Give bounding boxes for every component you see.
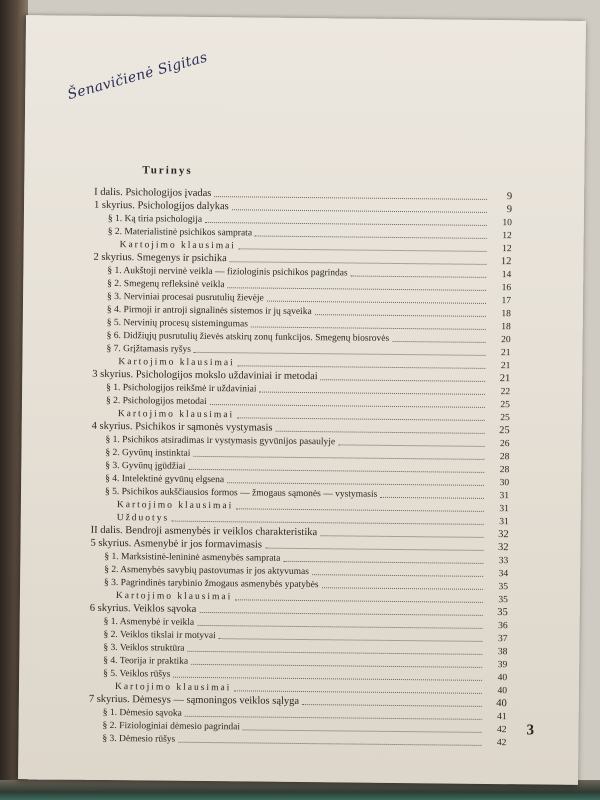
toc-entry-page: 31	[499, 504, 509, 515]
handwritten-signature: Šenavičienė Sigitas	[65, 49, 210, 104]
toc-entry-page: 41	[497, 712, 507, 723]
toc-leader-dots	[227, 482, 484, 486]
toc-entry-label: Kartojimo klausimai	[119, 240, 237, 252]
toc-entry-label: 6 skyrius. Veiklos sąvoka	[89, 602, 197, 615]
toc-entry-page: 30	[499, 478, 510, 489]
toc-leader-dots	[178, 742, 481, 746]
toc-entry-page: 37	[497, 634, 508, 645]
toc-entry-label: § 2. Veiklos tikslai ir motyvai	[103, 629, 216, 642]
toc-entry-page: 33	[498, 556, 509, 567]
toc-leader-dots	[276, 431, 485, 434]
toc-entry-page: 36	[498, 621, 508, 632]
toc-leader-dots	[234, 690, 482, 694]
toc-entry-label: 2 skyrius. Smegenys ir psichika	[93, 251, 227, 265]
toc-leader-dots	[321, 379, 486, 382]
toc-entry-label: § 3. Dėmesio rūšys	[102, 733, 176, 745]
toc-entry-page: 40	[496, 698, 507, 710]
toc-entry-page: 28	[499, 465, 510, 476]
toc-entry-label: Kartojimo klausimai	[116, 500, 234, 512]
toc-entry-page: 40	[497, 673, 508, 684]
toc-entry-page: 35	[497, 607, 508, 619]
toc-entry-page: 9	[506, 204, 513, 216]
toc-entry-page: 32	[498, 529, 509, 541]
toc-leader-dots	[239, 248, 487, 252]
toc-entry-label: 3 skyrius. Psichologijos mokslo uždaviniai ir metodai	[92, 368, 318, 383]
toc-entry-label: § 2. Smegenų refleksinė veikla	[107, 278, 225, 291]
toc-entry-label: § 2. Fiziologiniai dėmesio pagrindai	[102, 720, 241, 733]
toc-leader-dots	[238, 365, 486, 369]
toc-entry-page: 40	[497, 686, 508, 697]
toc-leader-dots	[267, 301, 486, 304]
page-number: 3	[526, 722, 535, 739]
toc-entry-label: § 5. Psichikos aukščiausios formos — žmogaus sąmonės — vystymasis	[104, 486, 378, 500]
toc-entry-label: § 7. Grįžtamasis ryšys	[106, 343, 192, 355]
toc-leader-dots	[315, 314, 486, 317]
toc-title: Turinys	[142, 164, 193, 177]
toc-entry-label: 4 skyrius. Psichikos ir sąmonės vystymasis	[91, 420, 273, 434]
toc-leader-dots	[193, 456, 484, 460]
toc-entry-label: § 1. Marksistinė-lenininė asmenybės samprata	[104, 551, 281, 564]
toc-entry-page: 42	[496, 738, 507, 749]
toc-entry-label: Kartojimo klausimai	[114, 682, 232, 694]
toc-leader-dots	[255, 235, 487, 238]
toc-entry-page: 18	[501, 309, 511, 320]
toc-entry-label: § 3. Gyvūnų įgūdžiai	[105, 460, 186, 472]
toc-entry-label: § 1. Dėmesio sąvoka	[102, 707, 182, 719]
toc-entry-label: § 4. Intelektinė gyvūnų elgsena	[105, 473, 225, 486]
toc-leader-dots	[322, 587, 483, 590]
toc-leader-dots	[251, 326, 486, 329]
toc-entry-page: 21	[499, 373, 511, 385]
toc-entry-page: 35	[498, 582, 509, 593]
toc-entry-label: § 4. Pirmoji ir antroji signalinės sistemos ir jų sąveika	[106, 304, 312, 318]
toc-entry-label: § 2. Materialistinė psichikos samprata	[107, 226, 253, 239]
toc-entry-label: § 1. Ką tiria psichologija	[107, 213, 203, 225]
toc-leader-dots	[320, 535, 483, 538]
toc-entry-page: 10	[502, 218, 512, 229]
toc-entry-page: 39	[497, 660, 508, 671]
toc-entry-label: Kartojimo klausimai	[118, 357, 235, 369]
toc-entry-page: 31	[499, 517, 509, 528]
toc-entry-page: 35	[498, 595, 508, 606]
toc-leader-dots	[214, 196, 487, 200]
toc-entry-label: § 4. Teorija ir praktika	[103, 655, 189, 667]
toc-leader-dots	[235, 599, 483, 603]
toc-leader-dots	[197, 625, 482, 629]
toc-entry-page: 17	[501, 296, 512, 307]
toc-entry-page: 22	[500, 387, 511, 398]
toc-entry-label: Kartojimo klausimai	[117, 409, 235, 421]
toc-entry-label: § 1. Psichologijos reikšmė ir uždaviniai	[106, 382, 257, 395]
toc-entry-page: 12	[502, 231, 512, 242]
toc-leader-dots	[302, 704, 482, 707]
toc-entry-label: § 3. Pagrindinės tarybinio žmogaus asmenybės ypatybės	[104, 577, 319, 591]
toc-leader-dots	[351, 276, 487, 278]
toc-leader-dots	[191, 664, 482, 668]
toc-entry-label: Užduotys	[116, 513, 170, 524]
toc-leader-dots	[232, 209, 487, 213]
toc-entry-page: 21	[500, 361, 511, 372]
toc-entry-label: § 3. Nerviniai procesai pusrutulių žievėje	[107, 291, 264, 304]
toc-entry-page: 12	[502, 244, 512, 255]
toc-leader-dots	[283, 561, 483, 564]
toc-entry-page: 12	[500, 256, 512, 268]
toc-entry-page: 32	[497, 542, 509, 554]
toc-entry-page: 34	[498, 569, 509, 580]
toc-entry-page: 18	[501, 322, 511, 333]
toc-entry-page: 26	[499, 439, 510, 450]
toc-entry-page: 25	[500, 413, 510, 424]
toc-entry-label: § 1. Aukštoji nervinė veikla — fiziologinis psichikos pagrindas	[107, 265, 348, 279]
toc-leader-dots	[199, 612, 482, 616]
toc-entry-page: 42	[497, 725, 507, 736]
toc-entry-label: § 2. Gyvūnų instinktai	[105, 447, 191, 459]
toc-entry-label: § 2. Asmenybės savybių pastovumas ir jos aktyvumas	[104, 564, 310, 578]
toc-entry-label: § 1. Asmenybė ir veikla	[103, 616, 195, 628]
toc-entry-label: § 5. Veiklos rūšys	[103, 668, 171, 680]
table-of-contents	[88, 186, 512, 749]
toc-leader-dots	[380, 497, 484, 499]
toc-entry-label: 7 skyrius. Dėmesys — sąmoningos veiklos sąlyga	[88, 693, 300, 707]
toc-entry-page: 9	[506, 191, 513, 203]
toc-entry-page: 25	[500, 400, 511, 411]
toc-entry-label: 5 skyrius. Asmenybė ir jos formavimasis	[90, 537, 263, 551]
toc-entry-page: 21	[500, 348, 511, 359]
toc-leader-dots	[230, 261, 487, 265]
toc-entry-page: 28	[499, 452, 510, 463]
toc-leader-dots	[210, 404, 485, 408]
toc-leader-dots	[194, 352, 486, 356]
toc-entry-page: 38	[497, 647, 508, 658]
toc-entry-label: § 5. Nervinių procesų sistemingumas	[106, 317, 249, 330]
toc-entry-label: § 6. Didžiųjų pusrutulių žievės atskirų zonų funkcijos. Smegenų biosrovės	[106, 330, 390, 344]
book-page	[18, 15, 586, 785]
toc-entry-label: § 1. Psichikos atsiradimas ir vystymasis gyvūnijos pasaulyje	[105, 434, 336, 448]
toc-entry-page: 25	[499, 425, 510, 437]
toc-entry-page: 14	[501, 270, 512, 281]
toc-leader-dots	[236, 508, 484, 512]
toc-leader-dots	[219, 638, 483, 642]
toc-leader-dots	[338, 444, 484, 447]
toc-entry-label: I dalis. Psichologijos įvadas	[94, 186, 212, 200]
toc-leader-dots	[312, 574, 483, 577]
toc-entry-label: § 3. Veiklos struktūra	[103, 642, 185, 654]
toc-entry-label: § 2. Psichologijos metodai	[105, 395, 207, 408]
toc-leader-dots	[237, 417, 485, 421]
toc-entry-page: 16	[501, 283, 512, 294]
toc-entry-label: 1 skyrius. Psichologijos dalykas	[93, 199, 229, 213]
toc-leader-dots	[265, 548, 483, 551]
toc-entry-label: Kartojimo klausimai	[115, 591, 233, 603]
toc-leader-dots	[243, 729, 482, 732]
toc-leader-dots	[228, 287, 487, 291]
toc-entry-page: 31	[499, 491, 510, 502]
toc-entry-page: 20	[501, 335, 511, 346]
toc-leader-dots	[205, 222, 487, 226]
toc-leader-dots	[259, 392, 485, 395]
toc-entry-label: II dalis. Bendroji asmenybės ir veiklos charakteristika	[90, 524, 318, 539]
toc-leader-dots	[392, 341, 485, 343]
